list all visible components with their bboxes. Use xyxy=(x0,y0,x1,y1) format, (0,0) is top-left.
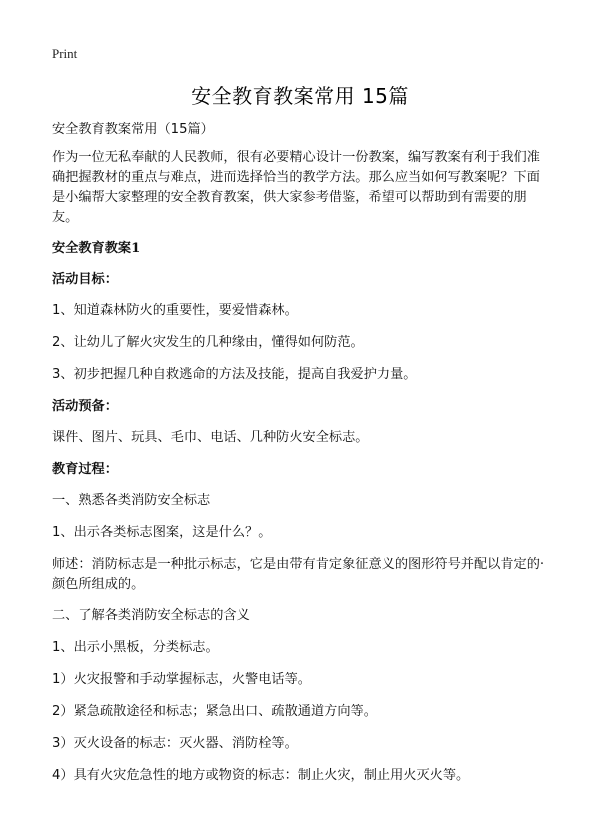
process-item: 师述：消防标志是一种批示标志，它是由带有肯定象征意义的图形符号并配以肯定的·颜色所组成的。 xyxy=(52,557,545,592)
lesson-heading: 安全教育教案1 xyxy=(52,241,141,256)
intro-paragraph: 作为一位无私奉献的人民教师，很有必要精心设计一份教案，编写教案有利于我们准确把握教材的重点与难点，进而选择恰当的教学方法。那么应当如何写教案呢？下面是小编帮大家整理的安全教育教案，供大家参考借鉴，希望可以帮助到有需要的朋友。 xyxy=(52,150,540,225)
goal-item: 1、知道森林防火的重要性，要爱惜森林。 xyxy=(52,303,298,318)
process-item: 2）紧急疏散途径和标志；紧急出口、疏散通道方向等。 xyxy=(52,704,377,719)
document-subtitle: 安全教育教案常用（15篇） xyxy=(52,122,214,137)
prep-text: 课件、图片、玩具、毛巾、电话、几种防火安全标志。 xyxy=(52,430,369,445)
goals-heading: 活动目标： xyxy=(52,272,118,287)
process-item: 1）火灾报警和手动掌握标志，火警电话等。 xyxy=(52,672,311,687)
document-body xyxy=(52,120,552,798)
process-item: 一、熟悉各类消防安全标志 xyxy=(52,493,211,508)
process-item: 1、出示小黑板，分类标志。 xyxy=(52,640,219,655)
prep-heading: 活动预备： xyxy=(52,399,118,414)
document-title: 安全教育教案常用 15篇 xyxy=(191,84,409,108)
process-item: 二、了解各类消防安全标志的含义 xyxy=(52,608,250,623)
process-item: 3）灭火设备的标志：灭火器、消防栓等。 xyxy=(52,736,298,751)
print-label[interactable]: Print xyxy=(52,46,78,61)
process-heading: 教育过程： xyxy=(52,462,118,477)
goal-item: 2、让幼儿了解火灾发生的几种缘由，懂得如何防范。 xyxy=(52,335,364,350)
process-item: 4）具有火灾危急性的地方或物资的标志：制止火灾，制止用火灭火等。 xyxy=(52,768,470,783)
goal-item: 3、初步把握几种自救逃命的方法及技能，提高自我爱护力量。 xyxy=(52,367,417,382)
process-item: 1、出示各类标志图案，这是什么？。 xyxy=(52,525,272,540)
